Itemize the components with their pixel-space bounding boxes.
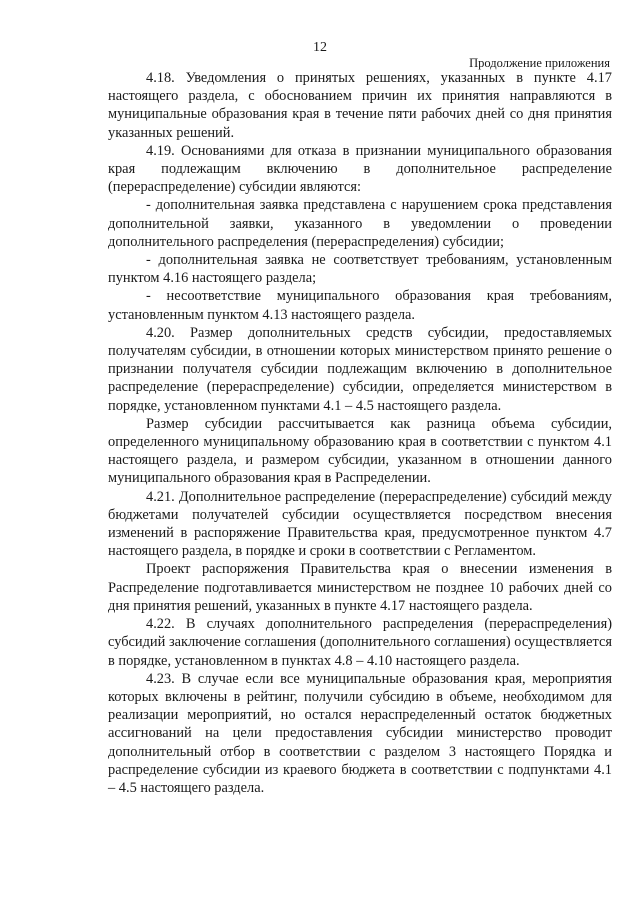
document-body <box>108 69 612 797</box>
paragraph-4-20: 4.20. Размер дополнительных средств субсидии, предоставляемых получателям субсидии, в отношении которых министерством принято решение о признании получателя субсидии подлежащим включению в дополнительное распределение (перераспределение) субсидии, определяется министерством в порядке, установленном пунктами 4.1 – 4.5 настоящего раздела. <box>108 324 612 414</box>
appendix-continuation-note: Продолжение приложения <box>469 56 610 70</box>
paragraph-4-18: 4.18. Уведомления о принятых решениях, указанных в пункте 4.17 настоящего раздела, с обоснованием причин их принятия направляются в муниципальные образования края в течение пяти рабочих дней со дня принятия указанных решений. <box>108 70 612 141</box>
paragraph-4-23: 4.23. В случае если все муниципальные образования края, мероприятия которых включены в рейтинг, получили субсидию в объеме, необходимом для реализации мероприятий, но остался нераспределенный остаток бюджетных ассигнований на цели предоставления субсидии министерство проводит дополнительный отбор в соответствии с разделом 3 настоящего Порядка и распределение субсидии из краевого бюджета в соответствии с подпунктами 4.1 – 4.5 настоящего раздела. <box>108 670 612 796</box>
paragraph-subsidy-calculation: Размер субсидии рассчитывается как разница объема субсидии, определенного муниципальному образованию края в соответствии с пунктом 4.1 настоящего раздела, и размером субсидии, указанном в отношении данного муниципального образования края в Распределении. <box>108 415 612 487</box>
paragraph-4-21: 4.21. Дополнительное распределение (перераспределение) субсидий между бюджетами получателей субсидии осуществляется посредством внесения изменений в распоряжение Правительства края, предусмотренное пунктом 4.7 настоящего раздела, в порядке и сроки в соответствии с Регламентом. <box>108 488 612 560</box>
paragraph-4-22: 4.22. В случаях дополнительного распределения (перераспределения) субсидий заключение соглашения (дополнительного соглашения) осуществляется в порядке, установленном в пунктах 4.8 – 4.10 настоящего раздела. <box>108 616 612 669</box>
list-item-requirements-mismatch: - дополнительная заявка не соответствует требованиям, установленным пунктом 4.16 настоящего раздела; <box>108 252 612 287</box>
list-item-municipality-noncompliance: - несоответствие муниципального образования края требованиям, установленным пунктом 4.13 настоящего раздела. <box>108 288 612 323</box>
page-number: 12 <box>313 40 327 55</box>
list-item-deadline-violation: - дополнительная заявка представлена с нарушением срока представления дополнительной заявки, указанного в уведомлении о проведении дополнительного распределения (перераспределения) субсидии; <box>108 197 612 250</box>
paragraph-draft-order: Проект распоряжения Правительства края о внесении изменения в Распределение подготавливается министерством не позднее 10 рабочих дней со дня принятия решений, указанных в пункте 4.17 настоящего раздела. <box>108 561 612 614</box>
paragraph-4-19: 4.19. Основаниями для отказа в признании муниципального образования края подлежащим включению в дополнительное распределение (перераспределение) субсидии являются: <box>108 142 612 196</box>
